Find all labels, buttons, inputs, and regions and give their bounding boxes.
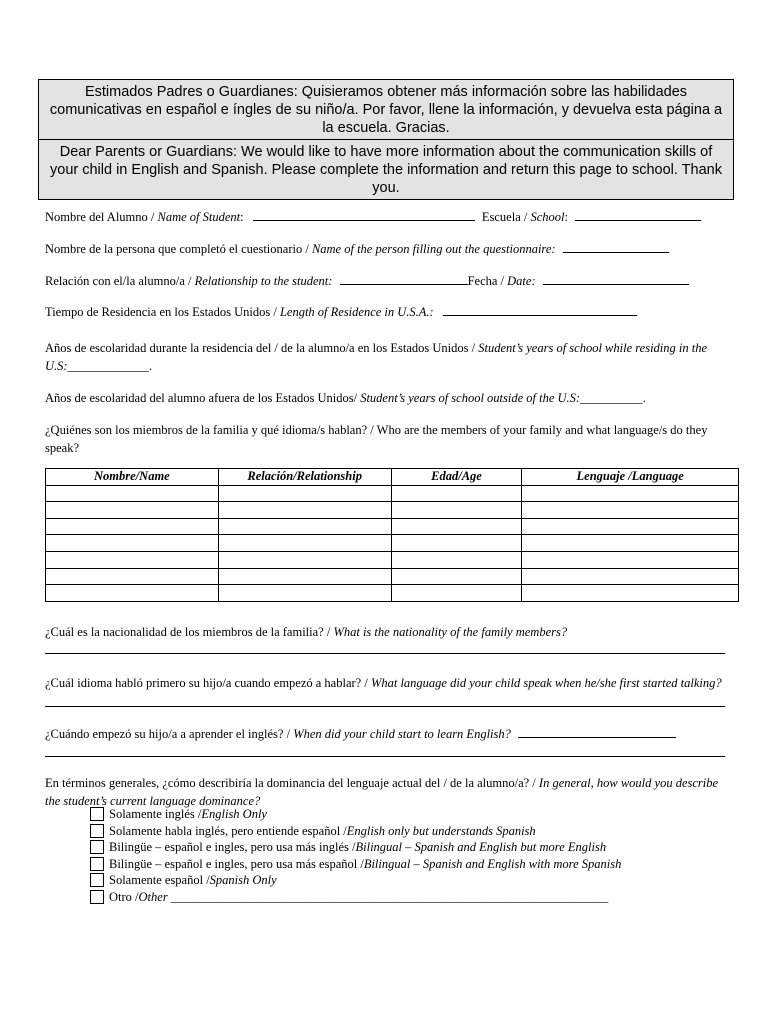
table-cell[interactable] [46, 551, 219, 568]
nationality-question [45, 624, 730, 640]
notice-box [38, 79, 734, 200]
table-cell[interactable] [46, 585, 219, 602]
table-cell[interactable] [522, 535, 739, 552]
option-label-en: Bilingual – Spanish and English but more English [355, 840, 607, 854]
table-cell[interactable] [391, 502, 522, 519]
family-table [45, 468, 739, 602]
years-out-label-en: Student’s years of school outside of the U.S: [360, 391, 581, 405]
table-row [46, 518, 739, 535]
years-us-field[interactable]: _____________. [67, 359, 152, 373]
years-out-label: Años de escolaridad del alumno afuera de los Estados Unidos/ [45, 391, 361, 405]
table-cell[interactable] [522, 568, 739, 585]
person-row [45, 240, 730, 257]
header-relationship: Relación/Relationship [218, 469, 391, 486]
table-row [46, 485, 739, 502]
family-question: ¿Quiénes son los miembros de la familia y qué idioma/s hablan? / Who are the members of your family and what language/s do they speak? [45, 423, 708, 455]
dominance-label-en: In general, how would you describe the student’s current language dominance? [45, 776, 719, 808]
first-language-field[interactable] [45, 706, 725, 707]
years-us-label: Años de escolaridad durante la residencia del / de la alumno/a en los Estados Unidos / [45, 341, 479, 355]
person-field[interactable] [563, 240, 669, 253]
date-label-en: Date: [507, 274, 536, 288]
nationality-field[interactable] [45, 653, 725, 654]
years-us-row [45, 339, 730, 375]
years-out-field[interactable]: __________. [580, 391, 646, 405]
checkbox[interactable] [90, 890, 104, 904]
table-row [46, 535, 739, 552]
table-cell[interactable] [46, 518, 219, 535]
option-label: Bilingüe – español e ingles, pero usa más español / [109, 856, 364, 871]
relationship-field[interactable] [340, 272, 468, 285]
table-cell[interactable] [218, 518, 391, 535]
first-language-question [45, 674, 730, 692]
table-cell[interactable] [46, 485, 219, 502]
option-english-understands-spanish[interactable] [90, 823, 621, 840]
header-language: Lenguaje /Language [522, 469, 739, 486]
option-label-en: Bilingual – Spanish and English with more Spanish [363, 856, 622, 871]
english-start-field[interactable] [518, 725, 676, 738]
option-label: Otro / [109, 889, 139, 904]
dominance-options [90, 806, 621, 905]
nationality-label: ¿Cuál es la nacionalidad de los miembros de la familia? / [45, 625, 334, 639]
table-cell[interactable] [391, 518, 522, 535]
table-cell[interactable] [218, 585, 391, 602]
english-start-label: ¿Cuándo empezó su hijo/a a aprender el inglés? / [45, 727, 294, 741]
school-label: Escuela / [481, 210, 531, 224]
student-name-row: Nombre del Alumno / Name of Student: Escuela / School: [45, 208, 730, 225]
notice-spanish: Estimados Padres o Guardianes: Quisieramos obtener más información sobre las habilidades comunicativas en español e íngles de su niño/a. Por favor, llene la información, y devuelva esta página a la escuela. Gracias. [39, 80, 733, 140]
option-label: Solamente habla inglés, pero entiende español / [109, 823, 347, 838]
person-label: Nombre de la persona que completó el cuestionario / [45, 242, 312, 256]
option-label-en: Spanish Only [209, 873, 277, 887]
option-other[interactable] [90, 889, 621, 906]
residence-field[interactable] [443, 303, 637, 316]
years-out-row [45, 390, 730, 406]
checkbox[interactable] [90, 873, 104, 887]
table-cell[interactable] [46, 502, 219, 519]
table-cell[interactable] [218, 551, 391, 568]
table-cell[interactable] [218, 502, 391, 519]
family-table-header [46, 469, 739, 486]
date-field[interactable] [543, 272, 689, 285]
english-start-extra-line[interactable] [45, 756, 725, 757]
relationship-label-en: Relationship to the student: [194, 274, 333, 288]
option-bilingual-more-english[interactable] [90, 839, 621, 856]
checkbox[interactable] [90, 807, 104, 821]
table-cell[interactable] [391, 535, 522, 552]
table-cell[interactable] [218, 535, 391, 552]
header-name: Nombre/Name [46, 469, 219, 486]
student-name-field[interactable] [253, 208, 475, 221]
option-bilingual-more-spanish[interactable] [90, 856, 621, 873]
table-cell[interactable] [391, 585, 522, 602]
option-label: Bilingüe – español e ingles, pero usa más inglés / [109, 840, 356, 854]
table-cell[interactable] [522, 485, 739, 502]
option-label-en: English Only [201, 807, 267, 821]
relationship-row [45, 272, 730, 289]
dominance-label: En términos generales, ¿cómo describiría la dominancia del lenguaje actual del / de la alumno/a? / [45, 776, 539, 790]
residence-label: Tiempo de Residencia en los Estados Unidos / [45, 305, 280, 319]
english-start-label-en: When did your child start to learn English? [293, 727, 511, 741]
option-english-only[interactable] [90, 806, 621, 823]
table-cell[interactable] [46, 535, 219, 552]
table-cell[interactable] [391, 568, 522, 585]
table-cell[interactable] [391, 485, 522, 502]
header-age: Edad/Age [391, 469, 522, 486]
years-us-label-en: Student’s years of school while residing in the U.S: [45, 341, 708, 373]
school-field[interactable] [575, 208, 701, 221]
first-language-label: ¿Cuál idioma habló primero su hijo/a cuando empezó a hablar? / [45, 676, 371, 690]
table-row [46, 568, 739, 585]
table-row [46, 551, 739, 568]
english-start-question [45, 725, 730, 742]
table-cell[interactable] [522, 585, 739, 602]
table-cell[interactable] [522, 551, 739, 568]
option-label-en: Other [138, 889, 168, 904]
checkbox[interactable] [90, 857, 104, 871]
other-field[interactable]: ______________________________________________________________________ [170, 889, 609, 904]
option-label-en: English only but understands Spanish [346, 823, 536, 838]
table-cell[interactable] [46, 568, 219, 585]
residence-label-en: Length of Residence in U.S.A.: [279, 305, 434, 319]
residence-row [45, 303, 730, 320]
table-row [46, 585, 739, 602]
option-label: Solamente inglés / [109, 807, 202, 821]
student-name-label-en: Name of Student [157, 210, 241, 224]
table-cell[interactable] [522, 502, 739, 519]
option-label: Solamente español / [109, 873, 210, 887]
option-spanish-only[interactable] [90, 872, 621, 889]
student-name-label: Nombre del Alumno / [45, 210, 158, 224]
table-cell[interactable] [218, 568, 391, 585]
table-row [46, 502, 739, 519]
first-language-label-en: What language did your child speak when he/she first started talking? [370, 676, 722, 690]
table-cell[interactable] [218, 485, 391, 502]
checkbox[interactable] [90, 840, 104, 854]
table-cell[interactable] [391, 551, 522, 568]
date-label: Fecha / [467, 274, 508, 288]
school-label-en: School [530, 210, 565, 224]
relationship-label: Relación con el/la alumno/a / [45, 274, 195, 288]
checkbox[interactable] [90, 824, 104, 838]
person-label-en: Name of the person filling out the questionnaire: [311, 242, 556, 256]
dominance-question [45, 774, 730, 810]
notice-english: Dear Parents or Guardians: We would like to have more information about the communication skills of your child in English and Spanish. Please complete the information and return this page to school. Thank you. [50, 144, 722, 196]
nationality-label-en: What is the nationality of the family members? [333, 625, 568, 639]
table-cell[interactable] [522, 518, 739, 535]
